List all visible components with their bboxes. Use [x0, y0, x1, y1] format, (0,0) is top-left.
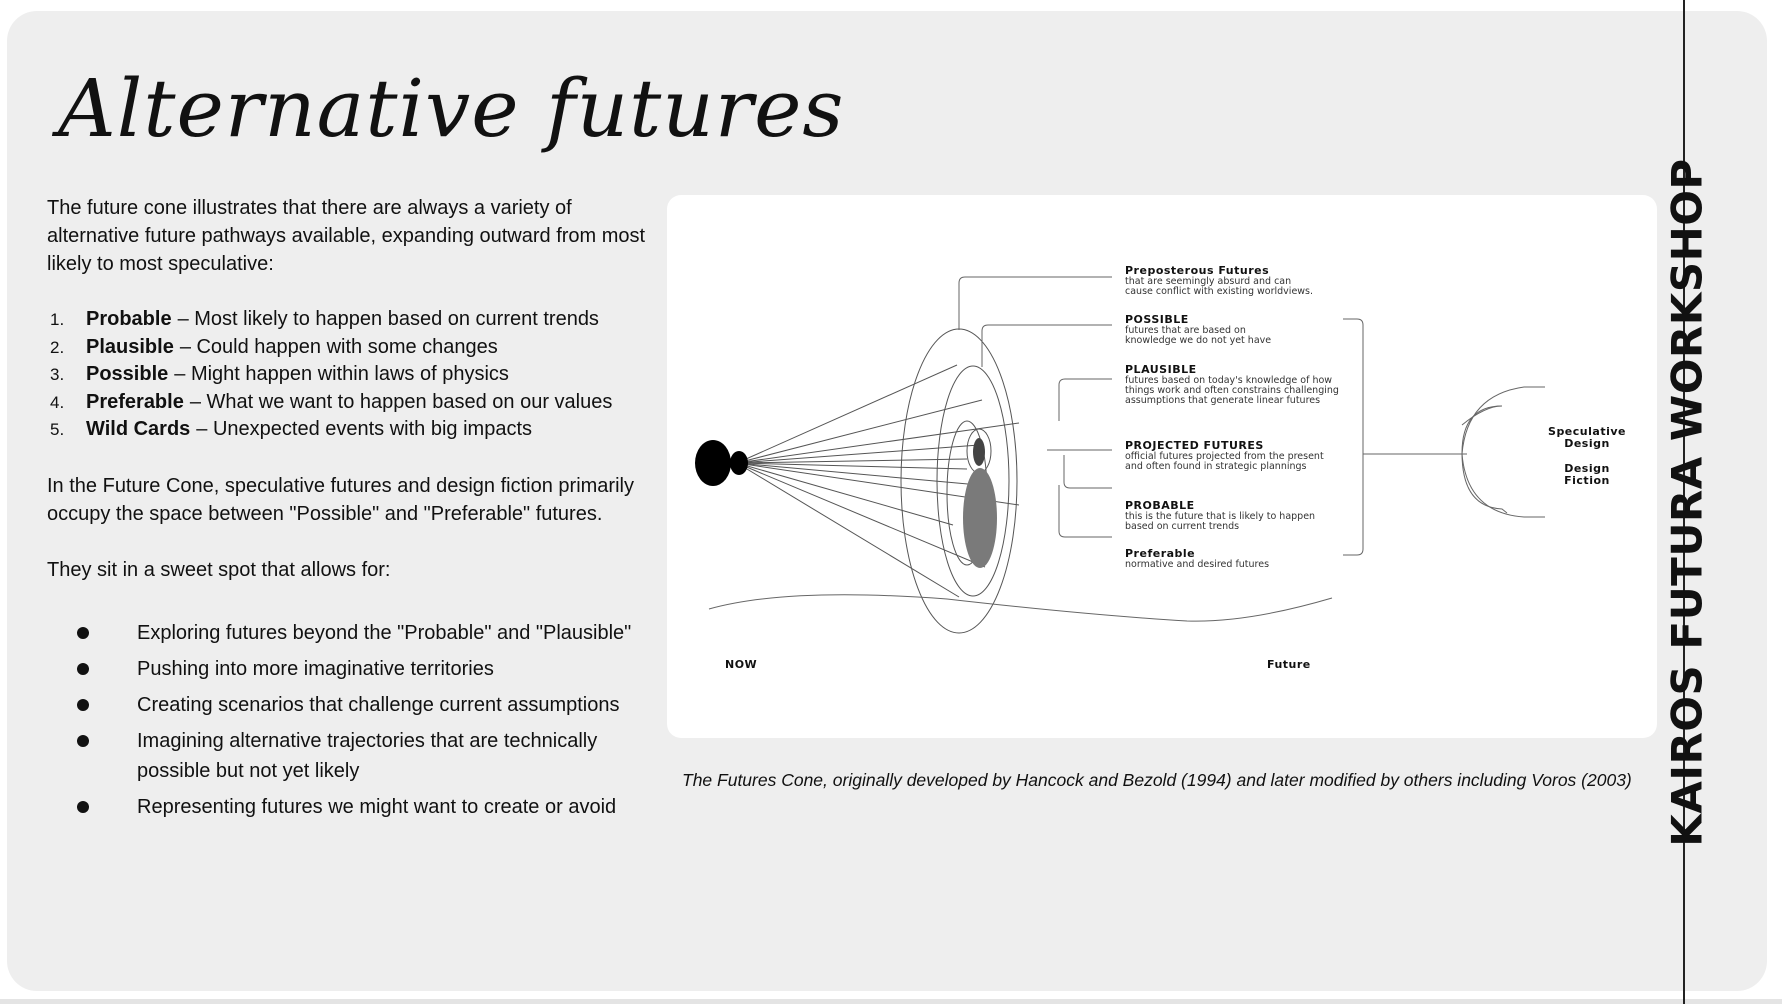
bullet-text: Imagining alternative trajectories that are technically possible but not yet likely [137, 729, 598, 782]
cone-ray [737, 365, 957, 463]
list-term: Probable [86, 308, 172, 330]
list-number: 2. [50, 337, 65, 357]
list-item [47, 618, 647, 648]
side-title-container [1647, 157, 1727, 847]
cone-paragraph: In the Future Cone, speculative futures and design fiction primarily occupy the space between "Possible" and "Preferable" futures. [47, 474, 634, 525]
speculative-arc [1462, 406, 1502, 425]
bullet-icon [77, 735, 89, 747]
group-bracket [1343, 319, 1363, 555]
label-projected: PROJECTED FUTURES [1125, 439, 1264, 452]
now-point [695, 440, 731, 486]
label-plausible-desc: futures based on today's knowledge of how [1125, 375, 1333, 386]
label-now: NOW [725, 658, 758, 671]
list-desc: – Might happen within laws of physics [174, 363, 509, 385]
list-item [47, 361, 647, 389]
list-number: 3. [50, 365, 65, 384]
label-plausible: PLAUSIBLE [1125, 363, 1197, 376]
label-plausible-desc: things work and often constrains challenging [1125, 385, 1339, 396]
speculative-arc [1462, 406, 1507, 513]
list-term: Wild Cards [86, 418, 191, 440]
list-item [47, 306, 647, 334]
label-design-fiction: Design [1564, 462, 1610, 475]
intro-paragraph: The future cone illustrates that there are always a variety of alternative future pathways available, expanding outward from most likely to most speculative: [47, 197, 646, 275]
label-preposterous: Preposterous Futures [1125, 264, 1270, 277]
list-term: Preferable [86, 390, 184, 413]
page-title: Alternative futures [58, 62, 845, 155]
bullet-icon [77, 699, 89, 711]
label-possible: POSSIBLE [1125, 313, 1189, 326]
speculative-arc-top [1462, 387, 1545, 454]
connector-line [1059, 485, 1112, 537]
label-possible-desc: knowledge we do not yet have [1125, 335, 1272, 346]
bullet-icon [77, 801, 89, 813]
side-title: KAIROS FUTURA WORKSHOP [1662, 157, 1712, 847]
list-item [47, 416, 647, 444]
figure-caption: The Futures Cone, originally developed by Hancock and Bezold (1994) and later modified by others including Voros (2003) [682, 770, 1632, 790]
cone-ray [737, 463, 959, 597]
label-future: Future [1267, 658, 1311, 671]
bullet-icon [77, 627, 89, 639]
label-probable-desc: based on current trends [1125, 521, 1240, 532]
connector-line [959, 277, 1112, 330]
list-item [47, 792, 647, 822]
now-point [730, 451, 748, 475]
bullet-icon [77, 663, 89, 675]
label-speculative-design: Speculative [1548, 425, 1626, 438]
connector-line [1059, 379, 1112, 421]
connector-line [982, 325, 1112, 367]
cone-ray [737, 463, 953, 525]
bullet-text: Pushing into more imaginative territories [137, 657, 494, 680]
label-preferable: Preferable [1125, 547, 1196, 560]
label-possible-desc: futures that are based on [1125, 325, 1246, 336]
list-number: 4. [50, 392, 65, 412]
list-desc: – Could happen with some changes [179, 335, 498, 358]
label-projected-desc: official futures projected from the present [1125, 451, 1324, 462]
label-plausible-desc: assumptions that generate linear futures [1125, 395, 1321, 406]
label-probable: PROBABLE [1125, 499, 1195, 512]
cone-ray [737, 459, 967, 463]
bottom-divider [0, 999, 1782, 1004]
time-axis-wave [709, 595, 1332, 621]
text-column [47, 194, 647, 828]
list-term: Plausible [86, 335, 174, 358]
connector-line [1064, 455, 1112, 488]
sweet-spot-bullets [47, 618, 647, 822]
list-number: 5. [50, 420, 65, 439]
futures-cone-diagram [667, 195, 1657, 738]
speculative-arc-bottom [1462, 454, 1545, 517]
list-item [47, 726, 647, 786]
bullet-text: Exploring futures beyond the "Probable" and "Plausible" [137, 621, 632, 644]
list-item [47, 654, 647, 684]
bullet-text: Representing futures we might want to create or avoid [137, 795, 617, 818]
list-term: Possible [86, 363, 169, 385]
bullet-text: Creating scenarios that challenge current assumptions [137, 693, 620, 716]
label-preposterous-desc: cause conflict with existing worldviews. [1125, 286, 1314, 297]
label-preferable-desc: normative and desired futures [1125, 559, 1270, 570]
futures-numbered-list [47, 306, 647, 444]
label-probable-desc: this is the future that is likely to happen [1125, 511, 1316, 522]
list-item [47, 389, 647, 417]
list-item [47, 334, 647, 362]
probable-ellipse [963, 468, 997, 568]
label-design-fiction: Fiction [1564, 474, 1610, 487]
list-desc: – Most likely to happen based on current trends [177, 308, 599, 330]
list-desc: – What we want to happen based on our values [189, 390, 613, 413]
label-projected-desc: and often found in strategic plannings [1125, 461, 1307, 472]
futures-cone-figure [667, 195, 1657, 738]
list-desc: – Unexpected events with big impacts [196, 418, 533, 440]
list-item [47, 690, 647, 720]
list-number: 1. [50, 310, 65, 329]
projected-core [973, 438, 985, 466]
sweet-spot-paragraph: They sit in a sweet spot that allows for: [47, 558, 391, 581]
label-speculative-design: Design [1564, 437, 1610, 450]
label-preposterous-desc: that are seemingly absurd and can [1125, 276, 1292, 287]
